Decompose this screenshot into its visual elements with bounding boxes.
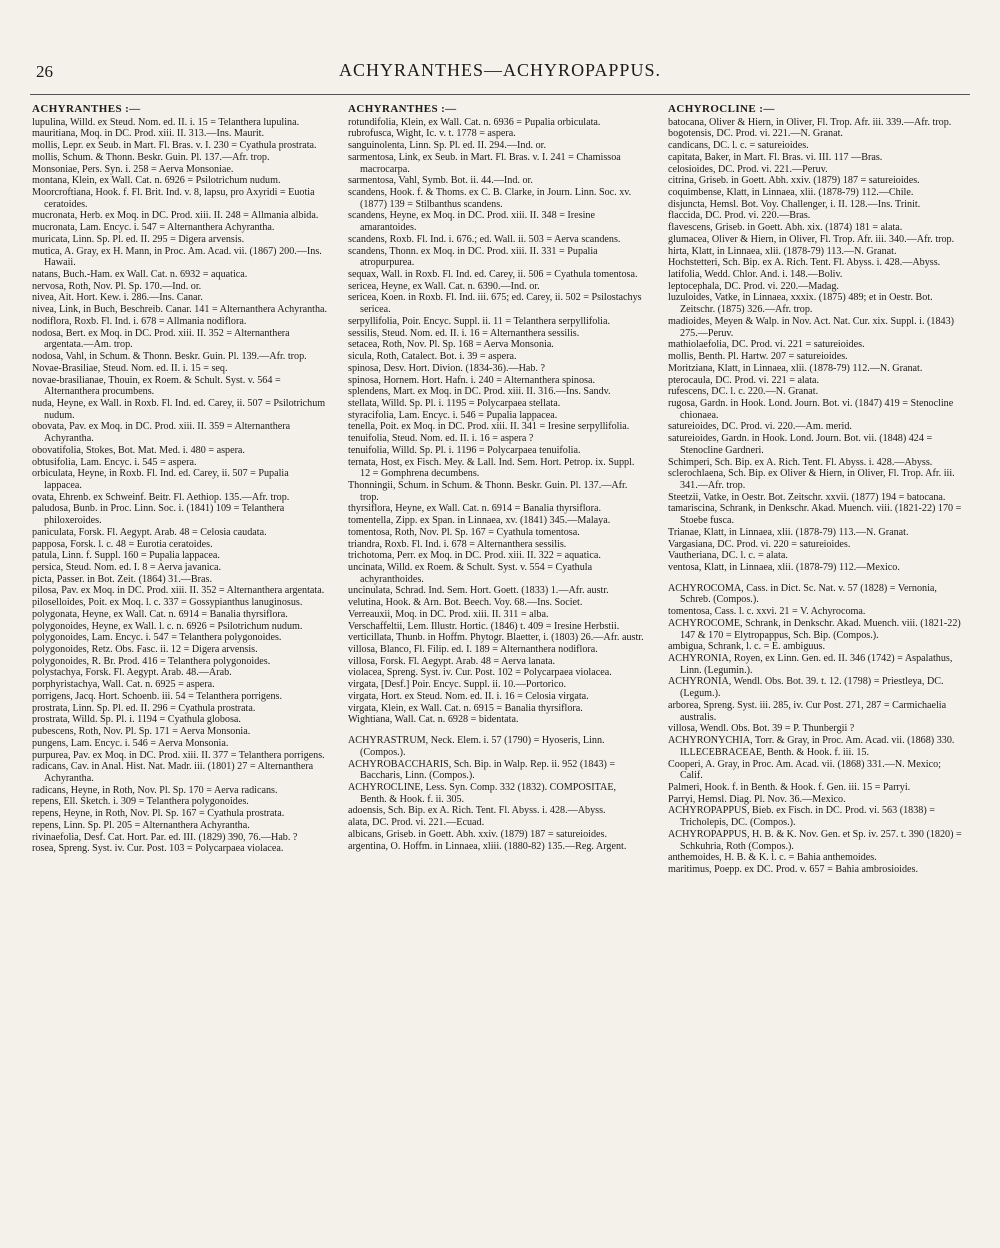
species-entry: virgata, [Desf.] Poir. Encyc. Suppl. ii. 10.—Portorico. <box>348 679 567 691</box>
species-entry: Steetzii, Vatke, in Oestr. Bot. Zeitschr. xxvii. (1877) 194 = batocana. <box>668 491 946 503</box>
genus-entry: Palmeri, Hook. f. in Benth. & Hook. f. Gen. iii. 15 = Parryi. <box>668 781 911 793</box>
species-entry: Hochstetteri, Sch. Bip. ex A. Rich. Tent. Fl. Abyss. i. 428.—Abyss. <box>668 257 941 269</box>
species-entry: mollis, Schum. & Thonn. Beskr. Guin. Pl. 137.—Afr. trop. <box>32 151 270 163</box>
species-entry: verticillata, Thunb. in Hoffm. Phytogr. Blaetter, i. (1803) 26.—Afr. austr. <box>348 632 644 644</box>
species-entry: patula, Linn. f. Suppl. 160 = Pupalia lappacea. <box>32 550 220 562</box>
species-entry: persica, Steud. Nom. ed. I. 8 = Aerva javanica. <box>32 562 222 574</box>
species-entry: radicans, Heyne, in Roth, Nov. Pl. Sp. 170 = Aerva radicans. <box>32 784 278 796</box>
species-entry: Vautheriana, DC. l. c. = alata. <box>668 550 788 562</box>
species-entry: scandens, Hook. f. & Thoms. ex C. B. Clarke, in Journ. Linn. Soc. xv. (1877) 139 = Stilbanthus scandens. <box>348 187 632 210</box>
species-entry: Trianae, Klatt, in Linnaea, xlii. (1878-79) 113.—N. Granat. <box>668 526 909 538</box>
species-entry: scandens, Thonn. ex Moq. in DC. Prod. xiii. II. 331 = Pupalia atropurpurea. <box>348 245 598 269</box>
species-entry: virgata, Hort. ex Steud. Nom. ed. II. i. 16 = Celosia virgata. <box>348 690 589 702</box>
species-entry: tamariscina, Schrank, in Denkschr. Akad. Muench. viii. (1821-22) 170 = Stoebe fusca. <box>668 503 962 527</box>
species-entry: muricata, Linn. Sp. Pl. ed. II. 295 = Digera arvensis. <box>32 233 245 245</box>
genus-entry: tomentosa, Cass. l. c. xxvi. 21 = V. Achyrocoma. <box>668 606 866 618</box>
species-entry: orbiculata, Heyne, in Roxb. Fl. Ind. ed. Carey, ii. 507 = Pupalia lappacea. <box>32 468 289 491</box>
species-entry: ovata, Ehrenb. ex Schweinf. Beitr. Fl. Aethiop. 135.—Afr. trop. <box>32 491 290 503</box>
species-entry: candicans, DC. l. c. = satureioides. <box>668 140 809 152</box>
species-entry: natans, Buch.-Ham. ex Wall. Cat. n. 6932 = aquatica. <box>32 269 248 281</box>
species-entry: thyrsiflora, Heyne, ex Wall. Cat. n. 6914 = Banalia thyrsiflora. <box>348 503 601 515</box>
species-entry: argentina, O. Hoffm. in Linnaea, xliii. (1880-82) 135.—Reg. Argent. <box>348 840 627 852</box>
genus-entry: ACHYRONYCHIA, Torr. & Gray, in Proc. Am. Acad. vii. (1868) 330. ILLECEBRACEAE, Benth. & Hook. f. iii. 15. <box>668 735 955 758</box>
species-entry: Schimperi, Sch. Bip. ex A. Rich. Tent. Fl. Abyss. i. 428.—Abyss. <box>668 456 933 468</box>
species-entry: uncinulata, Schrad. Ind. Sem. Hort. Goett. (1833) 1.—Afr. austr. <box>348 585 609 597</box>
genus-list <box>348 735 644 805</box>
species-entry: coquimbense, Klatt, in Linnaea, xlii. (1878-79) 112.—Chile. <box>668 187 914 199</box>
genus-entry: arborea, Spreng. Syst. iii. 285, iv. Cur Post. 271, 287 = Carmichaelia australis. <box>668 699 947 723</box>
species-entry: uncinata, Willd. ex Roem. & Schult. Syst. v. 554 = Cyathula achyranthoides. <box>348 562 593 585</box>
species-entry: serpyllifolia, Poir. Encyc. Suppl. ii. 11 = Telanthera serpyllifolia. <box>348 315 611 327</box>
species-entry: nodosa, Bert. ex Moq. in DC. Prod. xiii. II. 352 = Alternanthera argentata.—Am. trop. <box>32 327 290 351</box>
species-entry: spinosa, Hornem. Hort. Hafn. i. 240 = Alternanthera spinosa. <box>348 374 595 386</box>
species-entry: novae-brasilianae, Thouin, ex Roem. & Schult. Syst. v. 564 = Alternanthera procumbens. <box>32 374 281 398</box>
species-entry: citrina, Griseb. in Goett. Abh. xxiv. (1879) 187 = satureioides. <box>668 175 920 187</box>
species-entry: porphyristachya, Wall. Cat. n. 6925 = aspera. <box>32 679 215 691</box>
species-entry: ventosa, Klatt, in Linnaea, xlii. (1878-79) 112.—Mexico. <box>668 562 900 574</box>
species-entry: rosea, Spreng. Syst. iv. Cur. Post. 103 = Polycarpaea violacea. <box>32 843 284 855</box>
species-entry: rugosa, Gardn. in Hook. Lond. Journ. Bot. vi. (1847) 419 = Stenocline chionaea. <box>668 397 954 421</box>
species-entry: spinosa, Desv. Hort. Divion. (1834-36).—Hab. ? <box>348 362 546 374</box>
entry-list <box>32 117 328 855</box>
species-entry: Moritziana, Klatt, in Linnaea, xlii. (1878-79) 112.—N. Granat. <box>668 362 923 374</box>
species-entry: rubrofusca, Wight, Ic. v. t. 1778 = aspera. <box>348 128 516 140</box>
species-entry: scandens, Heyne, ex Moq. in DC. Prod. xiii. II. 348 = Iresine amarantoides. <box>348 210 595 234</box>
species-entry: glumacea, Oliver & Hiern, in Oliver, Fl. Trop. Afr. iii. 340.—Afr. trop. <box>668 233 955 245</box>
genus-entry: ambigua, Schrank, l. c. = E. ambiguus. <box>668 641 825 653</box>
species-entry: trichotoma, Perr. ex Moq. in DC. Prod. xiii. II. 322 = aquatica. <box>348 550 601 562</box>
species-entry: mucronata, Lam. Encyc. i. 547 = Alternanthera Achyrantha. <box>32 222 275 234</box>
species-entry: sicula, Roth, Catalect. Bot. i. 39 = aspera. <box>348 351 517 363</box>
species-entry: Moorcroftiana, Hook. f. Fl. Brit. Ind. v. 8, lapsu, pro Axyridi = Euotia ceratoides. <box>32 187 315 210</box>
species-entry: tenella, Poit. ex Moq. in DC. Prod. xiii. II. 341 = Iresine serpyllifolia. <box>348 421 630 433</box>
species-entry: polygonoides, Retz. Obs. Fasc. ii. 12 = Digera arvensis. <box>32 644 258 656</box>
species-entry: flaccida, DC. Prod. vi. 220.—Bras. <box>668 210 811 222</box>
species-entry: prostrata, Willd. Sp. Pl. i. 1194 = Cyathula globosa. <box>32 714 241 726</box>
species-entry: sequax, Wall. in Roxb. Fl. Ind. ed. Carey, ii. 506 = Cyathula tomentosa. <box>348 269 638 281</box>
species-entry: polygonoides, Heyne, ex Wall. l. c. n. 6926 = Psilotrichum nudum. <box>32 620 303 632</box>
species-entry: paniculata, Forsk. Fl. Aegypt. Arab. 48 = Celosia caudata. <box>32 526 267 538</box>
species-entry: nivea, Link, in Buch, Beschreib. Canar. 141 = Alternanthera Achyrantha. <box>32 304 328 316</box>
species-entry: montana, Klein, ex Wall. Cat. n. 6926 = Psilotrichum nudum. <box>32 175 281 187</box>
species-entry: nervosa, Roth, Nov. Pl. Sp. 170.—Ind. or. <box>32 280 202 292</box>
page-number: 26 <box>36 62 53 81</box>
species-entry: mucronata, Herb. ex Moq. in DC. Prod. xiii. II. 248 = Allmania albida. <box>32 210 319 222</box>
species-entry: violacea, Spreng. Syst. iv. Cur. Post. 102 = Polycarpaea violacea. <box>348 667 612 679</box>
species-entry: Novae-Brasiliae, Steud. Nom. ed. II. i. 15 = seq. <box>32 362 228 374</box>
species-entry: mollis, Benth. Pl. Hartw. 207 = satureioides. <box>668 351 848 363</box>
species-entry: sanguinolenta, Linn. Sp. Pl. ed. II. 294.—Ind. or. <box>348 140 546 152</box>
species-entry: mutica, A. Gray, ex H. Mann, in Proc. Am. Acad. vii. (1867) 200.—Ins. Hawaii. <box>32 245 322 269</box>
spacer <box>348 726 644 735</box>
species-entry: capitata, Baker, in Mart. Fl. Bras. vi. III. 117 —Bras. <box>668 151 883 163</box>
species-entry: Thonningii, Schum. in Schum. & Thonn. Beskr. Guin. Pl. 137.—Afr. trop. <box>348 479 628 503</box>
genus-entry: maritimus, Poepp. ex DC. Prod. v. 657 = Bahia ambrosioides. <box>668 863 918 875</box>
species-entry: sericea, Koen. in Roxb. Fl. Ind. iii. 675; ed. Carey, ii. 502 = Psilostachys sericea. <box>348 292 642 316</box>
species-entry: velutina, Hook. & Arn. Bot. Beech. Voy. 68.—Ins. Societ. <box>348 597 583 609</box>
species-entry: satureioides, DC. Prod. vi. 220.—Am. merid. <box>668 421 852 433</box>
species-entry: Vargasiana, DC. Prod. vi. 220 = satureioides. <box>668 538 851 550</box>
species-entry: triandra, Roxb. Fl. Ind. i. 678 = Alternanthera sessilis. <box>348 538 567 550</box>
species-entry: leptocephala, DC. Prod. vi. 220.—Madag. <box>668 280 839 292</box>
spacer <box>668 574 964 583</box>
genus-entry: anthemoides, H. B. & K. l. c. = Bahia anthemoides. <box>668 852 877 864</box>
species-entry: rufescens, DC. l. c. 220.—N. Granat. <box>668 386 819 398</box>
species-entry: hirta, Klatt, in Linnaea, xlii. (1878-79) 113.—N. Granat. <box>668 245 897 257</box>
genus-entry: ACHYROPAPPUS, Bieb. ex Fisch. in DC. Prod. vi. 563 (1838) = Tricholepis, DC. (Compos.). <box>668 805 935 829</box>
species-entry: disjuncta, Hemsl. Bot. Voy. Challenger, i. II. 128.—Ins. Trinit. <box>668 198 921 210</box>
species-entry: nuda, Heyne, ex Wall. in Roxb. Fl. Ind. ed. Carey, ii. 507 = Psilotrichum nudum. <box>32 397 326 421</box>
genus-entry: Cooperi, A. Gray, in Proc. Am. Acad. vii. (1868) 331.—N. Mexico; Calif. <box>668 758 941 782</box>
genus-entry: Parryi, Hemsl. Diag. Pl. Nov. 36.—Mexico. <box>668 793 846 805</box>
genus-entry: ACHYROCOMA, Cass. in Dict. Sc. Nat. v. 57 (1828) = Vernonia, Schreb. (Compos.). <box>668 582 937 606</box>
genus-entry: ACHYROBACCHARIS, Sch. Bip. in Walp. Rep. ii. 952 (1843) = Baccharis, Linn. (Compos.). <box>348 758 616 782</box>
species-entry: purpurea, Pav. ex Moq. in DC. Prod. xiii. II. 377 = Telanthera porrigens. <box>32 749 325 761</box>
genus-entry: ACHYRONIA, Wendl. Obs. Bot. 39. t. 12. (1798) = Priestleya, DC. (Legum.). <box>668 676 944 700</box>
species-entry: papposa, Forsk. l. c. 48 = Eurotia ceratoides. <box>32 538 213 550</box>
species-entry: picta, Passer. in Bot. Zeit. (1864) 31.—Bras. <box>32 573 212 585</box>
species-entry: scandens, Roxb. Fl. Ind. i. 676.; ed. Wall. ii. 503 = Aerva scandens. <box>348 233 621 245</box>
genus-entry: ACHYRASTRUM, Neck. Elem. i. 57 (1790) = Hyoseris, Linn. (Compos.). <box>348 735 605 758</box>
species-entry: luzuloides, Vatke, in Linnaea, xxxix. (1875) 489; et in Oestr. Bot. Zeitschr. (1875) 326.—Afr. trop. <box>668 292 933 316</box>
genus-entry: ACHYROPAPPUS, H. B. & K. Nov. Gen. et Sp. iv. 257. t. 390 (1820) = Schkuhria, Roth (Compos.). <box>668 828 962 852</box>
species-entry: tenuifolia, Willd. Sp. Pl. i. 1196 = Polycarpaea tenuifolia. <box>348 444 581 456</box>
species-entry: rivinaefolia, Desf. Cat. Hort. Par. ed. III. (1829) 390, 76.—Hab. ? <box>32 831 298 843</box>
entry-list <box>668 117 964 574</box>
species-entry: nodiflora, Roxb. Fl. Ind. i. 678 = Allmania nodiflora. <box>32 315 247 327</box>
species-entry: Monsoniae, Pers. Syn. i. 258 = Aerva Monsoniae. <box>32 163 234 175</box>
running-head: ACHYRANTHES—ACHYROPAPPUS. <box>339 60 661 80</box>
entry-list <box>348 805 644 852</box>
species-entry: latifolia, Wedd. Chlor. And. i. 148.—Boliv. <box>668 269 843 281</box>
species-entry: Wightiana, Wall. Cat. n. 6928 = bidentata. <box>348 714 519 726</box>
species-entry: polystachya, Forsk. Fl. Aegypt. Arab. 48.—Arab. <box>32 667 232 679</box>
header-rule <box>30 94 970 95</box>
species-entry: Verschaffeltii, Lem. Illustr. Hortic. (1846) t. 409 = Iresine Herbstii. <box>348 620 620 632</box>
section-header: ACHYROCLINE :— <box>668 103 775 115</box>
species-entry: villosa, Blanco, Fl. Filip. ed. I. 189 = Alternanthera nodiflora. <box>348 644 598 656</box>
species-entry: sarmentosa, Vahl, Symb. Bot. ii. 44.—Ind. or. <box>348 175 533 187</box>
genus-entry: ACHYROCLINE, Less. Syn. Comp. 332 (1832). COMPOSITAE, Benth. & Hook. f. ii. 305. <box>348 781 617 805</box>
species-entry: polygonata, Heyne, ex Wall. Cat. n. 6914 = Banalia thyrsiflora. <box>32 608 288 620</box>
species-entry: pterocaula, DC. Prod. vi. 221 = alata. <box>668 374 820 386</box>
species-entry: paludosa, Bunb. in Proc. Linn. Soc. i. (1841) 109 = Telanthera philoxeroides. <box>32 503 285 527</box>
species-entry: celosioides, DC. Prod. vi. 221.—Peruv. <box>668 163 828 175</box>
species-entry: mathiolaefolia, DC. Prod. vi. 221 = satureioides. <box>668 339 865 351</box>
entry-list <box>348 117 644 726</box>
species-entry: batocana, Oliver & Hiern, in Oliver, Fl. Trop. Afr. iii. 339.—Afr. trop. <box>668 116 952 128</box>
species-entry: polygonoides, R. Br. Prod. 416 = Telanthera polygonoides. <box>32 655 271 667</box>
species-entry: sessilis, Steud. Nom. ed. II. i. 16 = Alternanthera sessilis. <box>348 327 580 339</box>
species-entry: setacea, Roth, Nov. Pl. Sp. 168 = Aerva Monsonia. <box>348 339 554 351</box>
species-entry: piloselloides, Poit. ex Moq. l. c. 337 = Gossypianthus lanuginosus. <box>32 597 303 609</box>
species-entry: sarmentosa, Link, ex Seub. in Mart. Fl. Bras. v. I. 241 = Chamissoa macrocarpa. <box>348 151 621 175</box>
species-entry: stellata, Willd. Sp. Pl. i. 1195 = Polycarpaea stellata. <box>348 397 561 409</box>
species-entry: tomentella, Zipp. ex Span. in Linnaea, xv. (1841) 345.—Malaya. <box>348 515 611 527</box>
species-entry: virgata, Klein, ex Wall. Cat. n. 6915 = Banalia thyrsiflora. <box>348 702 583 714</box>
genus-list <box>668 583 964 876</box>
genus-entry: villosa, Wendl. Obs. Bot. 39 = P. Thunbergii ? <box>668 723 855 735</box>
species-entry: mauritiana, Moq. in DC. Prod. xiii. II. 313.—Ins. Maurit. <box>32 128 265 140</box>
species-entry: villosa, Forsk. Fl. Aegypt. Arab. 48 = Aerva lanata. <box>348 655 556 667</box>
genus-entry: ACHYROCOME, Schrank, in Denkschr. Akad. Muench. viii. (1821-22) 147 & 170 = Elytropappus, Sch. Bip. (Compos.). <box>668 617 961 641</box>
species-entry: obovatifolia, Stokes, Bot. Mat. Med. i. 480 = aspera. <box>32 444 245 456</box>
section-header: ACHYRANTHES :— <box>348 103 457 115</box>
species-entry: repens, Ell. Sketch. i. 309 = Telanthera polygonoides. <box>32 796 249 808</box>
section-header: ACHYRANTHES :— <box>32 103 141 115</box>
species-entry: ternata, Host, ex Fisch. Mey. & Lall. Ind. Sem. Hort. Petrop. ix. Suppl. 12 = Gomphrena decumbens. <box>348 456 635 480</box>
genus-entry: ACHYRONIA, Royen, ex Linn. Gen. ed. II. 346 (1742) = Aspalathus, Linn. (Legumin.). <box>668 653 953 676</box>
species-entry: madioides, Meyen & Walp. in Nov. Act. Nat. Cur. xix. Suppl. i. (1843) 275.—Peruv. <box>668 315 955 339</box>
species-entry: nodosa, Vahl, in Schum. & Thonn. Beskr. Guin. Pl. 139.—Afr. trop. <box>32 351 307 363</box>
species-entry: sericea, Heyne, ex Wall. Cat. n. 6390.—Ind. or. <box>348 280 540 292</box>
species-entry: alata, DC. Prod. vi. 221.—Ecuad. <box>348 817 485 829</box>
species-entry: nivea, Ait. Hort. Kew. i. 286.—Ins. Canar. <box>32 292 203 304</box>
species-entry: satureioides, Gardn. in Hook. Lond. Journ. Bot. vii. (1848) 424 = Stenocline Gardneri. <box>668 433 933 456</box>
species-entry: prostrata, Linn. Sp. Pl. ed. II. 296 = Cyathula prostrata. <box>32 702 256 714</box>
species-entry: tomentosa, Roth, Nov. Pl. Sp. 167 = Cyathula tomentosa. <box>348 526 580 538</box>
column-3 <box>668 98 964 1218</box>
species-entry: styracifolia, Lam. Encyc. i. 546 = Pupalia lappacea. <box>348 409 558 421</box>
species-entry: obovata, Pav. ex Moq. in DC. Prod. xiii. II. 359 = Alternanthera Achyrantha. <box>32 421 291 445</box>
species-entry: pungens, Lam. Encyc. i. 546 = Aerva Monsonia. <box>32 737 229 749</box>
species-entry: flavescens, Griseb. in Goett. Abh. xix. (1874) 181 = alata. <box>668 222 903 234</box>
species-entry: adoensis, Sch. Bip. ex A. Rich. Tent. Fl. Abyss. i. 428.—Abyss. <box>348 805 606 817</box>
species-entry: sclerochlaena, Sch. Bip. ex Oliver & Hiern, in Oliver, Fl. Trop. Afr. iii. 341.—Afr. trop. <box>668 468 955 491</box>
species-entry: repens, Heyne, in Roth, Nov. Pl. Sp. 167 = Cyathula prostrata. <box>32 808 285 820</box>
species-entry: polygonoides, Lam. Encyc. i. 547 = Telanthera polygonoides. <box>32 632 282 644</box>
species-entry: tenuifolia, Steud. Nom. ed. II. i. 16 = aspera ? <box>348 433 534 445</box>
species-entry: porrigens, Jacq. Hort. Schoenb. iii. 54 = Telanthera porrigens. <box>32 690 283 702</box>
species-entry: obtusifolia, Lam. Encyc. i. 545 = aspera. <box>32 456 197 468</box>
species-entry: splendens, Mart. ex Moq. in DC. Prod. xiii. II. 316.—Ins. Sandv. <box>348 386 611 398</box>
species-entry: mollis, Lepr. ex Seub. in Mart. Fl. Bras. v. I. 230 = Cyathula prostrata. <box>32 140 317 152</box>
column-2 <box>348 98 644 1218</box>
column-1 <box>32 98 328 1218</box>
species-entry: repens, Linn. Sp. Pl. 205 = Alternanthera Achyrantha. <box>32 819 250 831</box>
species-entry: pubescens, Roth, Nov. Pl. Sp. 171 = Aerva Monsonia. <box>32 726 251 738</box>
species-entry: albicans, Griseb. in Goett. Abh. xxiv. (1879) 187 = satureioides. <box>348 828 607 840</box>
species-entry: Verreauxii, Moq. in DC. Prod. xiii. II. 311 = alba. <box>348 608 549 620</box>
species-entry: rotundifolia, Klein, ex Wall. Cat. n. 6936 = Pupalia orbiculata. <box>348 116 601 128</box>
species-entry: bogotensis, DC. Prod. vi. 221.—N. Granat. <box>668 128 843 140</box>
species-entry: radicans, Cav. in Anal. Hist. Nat. Madr. iii. (1801) 27 = Alternanthera Achyrantha. <box>32 761 314 784</box>
species-entry: lupulina, Willd. ex Steud. Nom. ed. II. i. 15 = Telanthera lupulina. <box>32 116 300 128</box>
species-entry: pilosa, Pav. ex Moq. in DC. Prod. xiii. II. 352 = Alternanthera argentata. <box>32 585 325 597</box>
